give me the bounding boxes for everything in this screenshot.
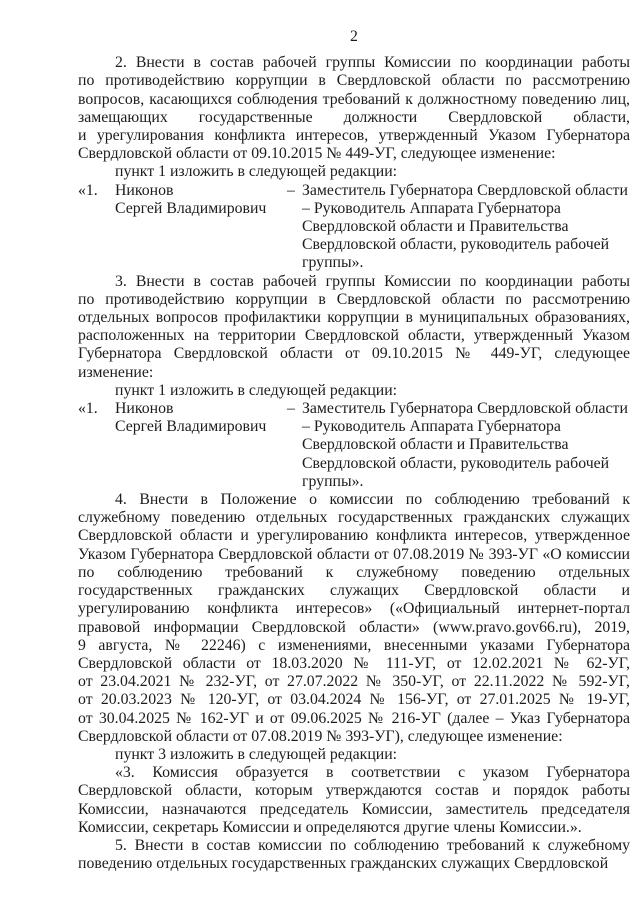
paragraph-4-subitem: пункт 3 изложить в следующей редакции: bbox=[115, 745, 398, 763]
paragraph-4-quote: «3. Комиссия образуется в соответствии с указом Губернатора Свердловской области, которым утверждаются состав и порядок работы Комиссии, назначаются председатель Комиссии, заместитель председателя Комиссии, секретарь Комиссии и определяются другие члены Комиссии.». bbox=[78, 764, 630, 836]
row-2-name-line2: Сергей Владимирович bbox=[115, 418, 267, 436]
paragraph-3-subitem: пункт 1 изложить в следующей редакции: bbox=[115, 381, 398, 399]
table-row-1 bbox=[78, 182, 630, 273]
paragraph-2-subitem: пункт 1 изложить в следующей редакции: bbox=[115, 163, 398, 181]
row-2-name-line1: Никонов bbox=[115, 400, 174, 418]
table-row-2 bbox=[78, 400, 630, 491]
row-2-name bbox=[115, 400, 287, 436]
document-content bbox=[78, 28, 630, 873]
row-2-position: Заместитель Губернатора Свердловской области – Руководитель Аппарата Губернатора Свердловской области и Правительства Свердловской области, руководитель рабочей группы». bbox=[302, 400, 628, 490]
paragraph-4: 4. Внести в Положение о комиссии по соблюдению требований к служебному поведению отдельных государственных гражданских служащих Свердловской области и урегулированию конфликта интересов, утвержденное Указом Губернатора Свердловской области от 07.08.2019 № 393-УГ «О комиссии по соблюдению требований к служебному поведению отдельных государственных гражданских служащих Свердловской области и урегулированию конфликта интересов» («Официальный интернет-портал правовой информации Свердловской области» (www.pravo.gov66.ru), 2019, 9 августа, № 22246) с изменениями, внесенными указами Губернатора Свердловской области от 18.03.2020 № 111-УГ, от 12.02.2021 № 62-УГ, от 23.04.2021 № 232-УГ, от 27.07.2022 № 350-УГ, от 22.11.2022 № 592-УГ, от 20.03.2023 № 120-УГ, от 03.04.2024 № 156-УГ, от 27.01.2025 № 19-УГ, от 30.04.2025 № 162-УГ и от 09.06.2025 № 216-УГ (далее – Указ Губернатора Свердловской области от 07.08.2019 № 393-УГ), следующее изменение: bbox=[78, 491, 630, 745]
row-2-dash: – bbox=[287, 400, 295, 418]
paragraph-2: 2. Внести в состав рабочей группы Комиссии по координации работы по противодействию коррупции в Свердловской области по рассмотрению вопросов, касающихся соблюдения требований к должностному поведению лиц, замещающих государственные должности Свердловской области, и урегулирования конфликта интересов, утвержденный Указом Губернатора Свердловской области от 09.10.2015 № 449-УГ, следующее изменение: bbox=[78, 54, 630, 163]
row-1-dash: – bbox=[287, 181, 295, 199]
row-1-name-line2: Сергей Владимирович bbox=[115, 199, 267, 217]
row-1-number: «1. bbox=[78, 181, 98, 199]
row-1-name-line1: Никонов bbox=[115, 181, 174, 199]
page-number: 2 bbox=[350, 28, 358, 45]
row-1-position: Заместитель Губернатора Свердловской области – Руководитель Аппарата Губернатора Свердловской области и Правительства Свердловской области, руководитель рабочей группы». bbox=[302, 181, 628, 272]
row-1-name bbox=[115, 182, 287, 218]
row-2-number: «1. bbox=[78, 400, 98, 418]
paragraph-5: 5. Внести в состав комиссии по соблюдению требований к служебному поведению отдельных государственных гражданских служащих Свердловской bbox=[78, 836, 630, 873]
paragraph-3: 3. Внести в состав рабочей группы Комиссии по координации работы по противодействию коррупции в Свердловской области по рассмотрению отдельных вопросов профилактики коррупции в муниципальных образованиях, расположенных на территории Свердловской области, утвержденный Указом Губернатора Свердловской области от 09.10.2015 № 449-УГ, следующее изменение: bbox=[78, 272, 630, 381]
